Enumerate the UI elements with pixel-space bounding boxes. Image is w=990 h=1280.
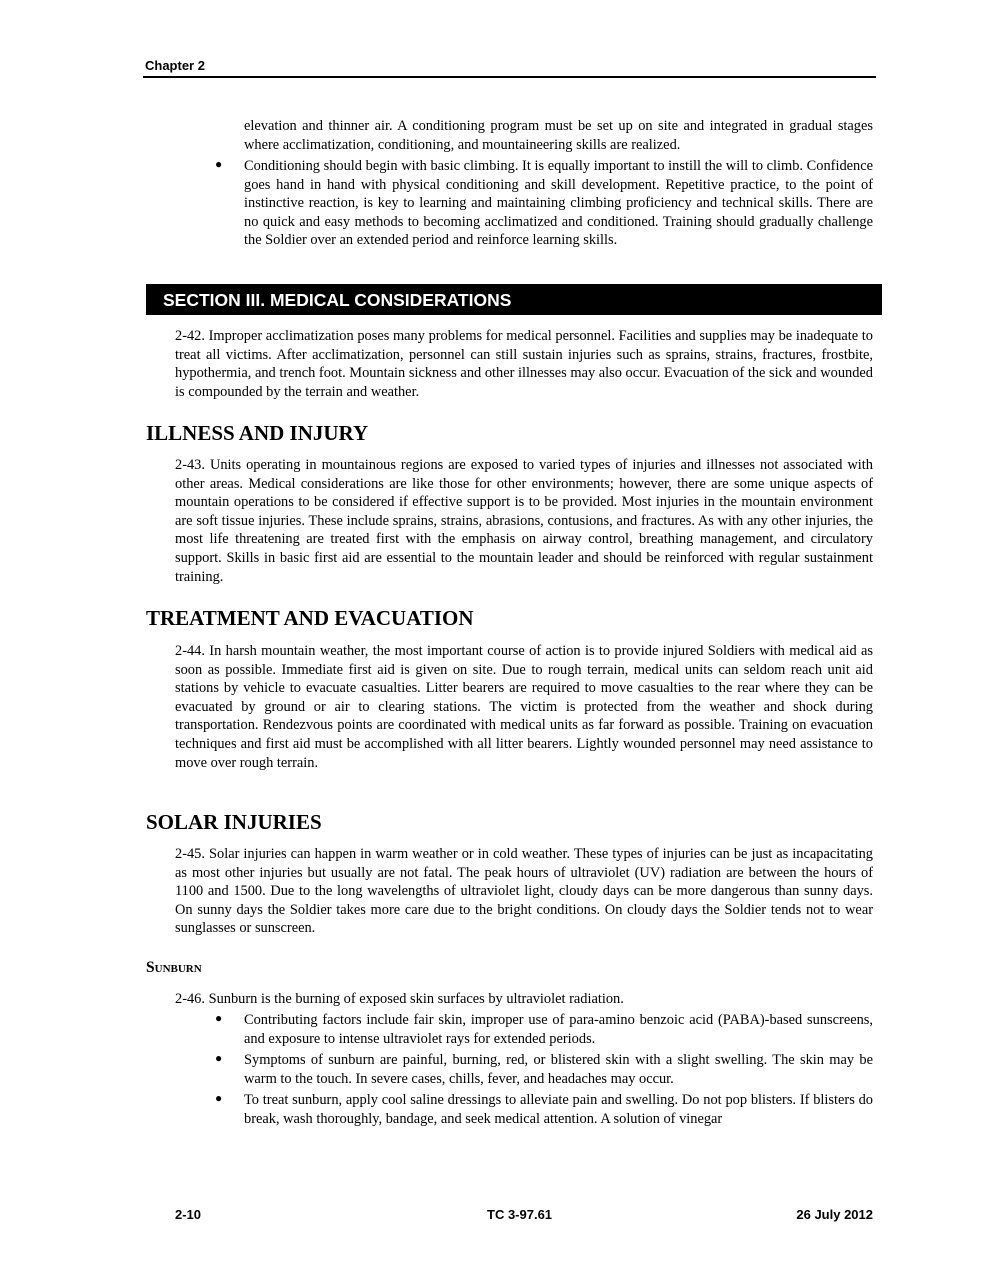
footer-date: 26 July 2012 <box>796 1207 873 1222</box>
continued-paragraph: elevation and thinner air. A conditioning program must be set up on site and integrated in gradual stages where acclimatization, conditioning, and mountaineering skills are realized. <box>244 118 873 153</box>
bullet-icon: ● <box>215 1051 223 1066</box>
bullet-text: Contributing factors include fair skin, improper use of para-amino benzoic acid (PABA)-based sunscreens, and exposure to intense ultraviolet rays for extended periods. <box>244 1012 873 1047</box>
heading-treatment-and-evacuation: TREATMENT AND EVACUATION <box>146 606 474 630</box>
paragraph-2-44: 2-44. In harsh mountain weather, the most important course of action is to provide injured Soldiers with medical aid as soon as possible. Immediate first aid is given on site. Due to rough terrain, medical units can seldom reach unit aid stations by vehicle to evacuate casualties. Litter bearers are required to move casualties to the rear where they can be evacuated by ground or air to clearing stations. The victim is protected from the weather and shock during transportation. Rendezvous points are coordinated with medical units as far forward as possible. Training on evacuation techniques and first aid must be accomplished with all litter bearers. Lightly wounded personnel may need assistance to move over rough terrain. <box>175 643 873 771</box>
bullet-icon: ● <box>215 157 223 171</box>
bullet-icon: ● <box>215 1091 223 1106</box>
paragraph-2-42: 2-42. Improper acclimatization poses many problems for medical personnel. Facilities and supplies may be inadequate to treat all victims. After acclimatization, personnel can still sustain injuries such as sprains, strains, fractures, frostbite, hypothermia, and trench foot. Mountain sickness and other illnesses may also occur. Evacuation of the sick and wounded is compounded by the terrain and weather. <box>175 328 873 400</box>
sunburn-bullet-list <box>175 1011 873 1129</box>
list-item <box>175 1091 873 1128</box>
list-item <box>175 157 873 250</box>
bullet-text: Conditioning should begin with basic climbing. It is equally important to instill the will to climb. Confidence goes hand in hand with physical conditioning and skill development. Repetitive practice, to the point of instinctive reaction, is key to learning and maintaining climbing proficiency and technical skills. There are no quick and easy methods to becoming acclimatized and conditioned. Training should gradually challenge the Soldier over an extended period and reinforce learning skills. <box>244 158 873 249</box>
header-rule <box>143 76 876 78</box>
section-title-bar: SECTION III. MEDICAL CONSIDERATIONS <box>146 284 882 315</box>
paragraph-2-45: 2-45. Solar injuries can happen in warm weather or in cold weather. These types of injuries can be just as incapacitating as most other injuries but usually are not fatal. The peak hours of ultraviolet (UV) radiation are between the hours of 1100 and 1500. Due to the long wavelengths of ultraviolet light, cloudy days can be more dangerous than sunny days. On sunny days the Soldier takes more care due to the bright conditions. On cloudy days the Soldier tends not to wear sunglasses or sunscreen. <box>175 846 873 937</box>
heading-illness-and-injury: ILLNESS AND INJURY <box>146 421 369 445</box>
conditioning-bullet-list <box>175 157 873 250</box>
paragraph-2-46: 2-46. Sunburn is the burning of exposed skin surfaces by ultraviolet radiation. <box>175 991 624 1007</box>
heading-solar-injuries: SOLAR INJURIES <box>146 810 322 834</box>
footer-page-number: 2-10 <box>175 1207 202 1222</box>
list-item <box>175 1011 873 1048</box>
paragraph-2-43: 2-43. Units operating in mountainous regions are exposed to varied types of injuries and illnesses not associated with other areas. Medical considerations are like those for other environments; however, there are some unique aspects of mountain operations to be considered if effective support is to be provided. Most injuries in the mountain environment are soft tissue injuries. These include sprains, strains, abrasions, contusions, and fractures. As with any other injuries, the most life threatening are treated first with the emphasis on airway control, breathing management, and circulatory support. Skills in basic first aid are essential to the mountain leader and should be reinforced with regular sustainment training. <box>175 457 873 585</box>
running-header: Chapter 2 <box>145 58 205 73</box>
bullet-text: To treat sunburn, apply cool saline dressings to alleviate pain and swelling. Do not pop blisters. If blisters do break, wash thoroughly, bandage, and seek medical attention. A solution of vinegar <box>244 1092 873 1127</box>
bullet-icon: ● <box>215 1011 223 1025</box>
heading-sunburn: Sunburn <box>146 959 202 976</box>
list-item <box>175 1051 873 1088</box>
footer-document-id: TC 3-97.61 <box>487 1207 553 1222</box>
bullet-text: Symptoms of sunburn are painful, burning, red, or blistered skin with a slight swelling. The skin may be warm to the touch. In severe cases, chills, fever, and headaches may occur. <box>244 1052 873 1087</box>
